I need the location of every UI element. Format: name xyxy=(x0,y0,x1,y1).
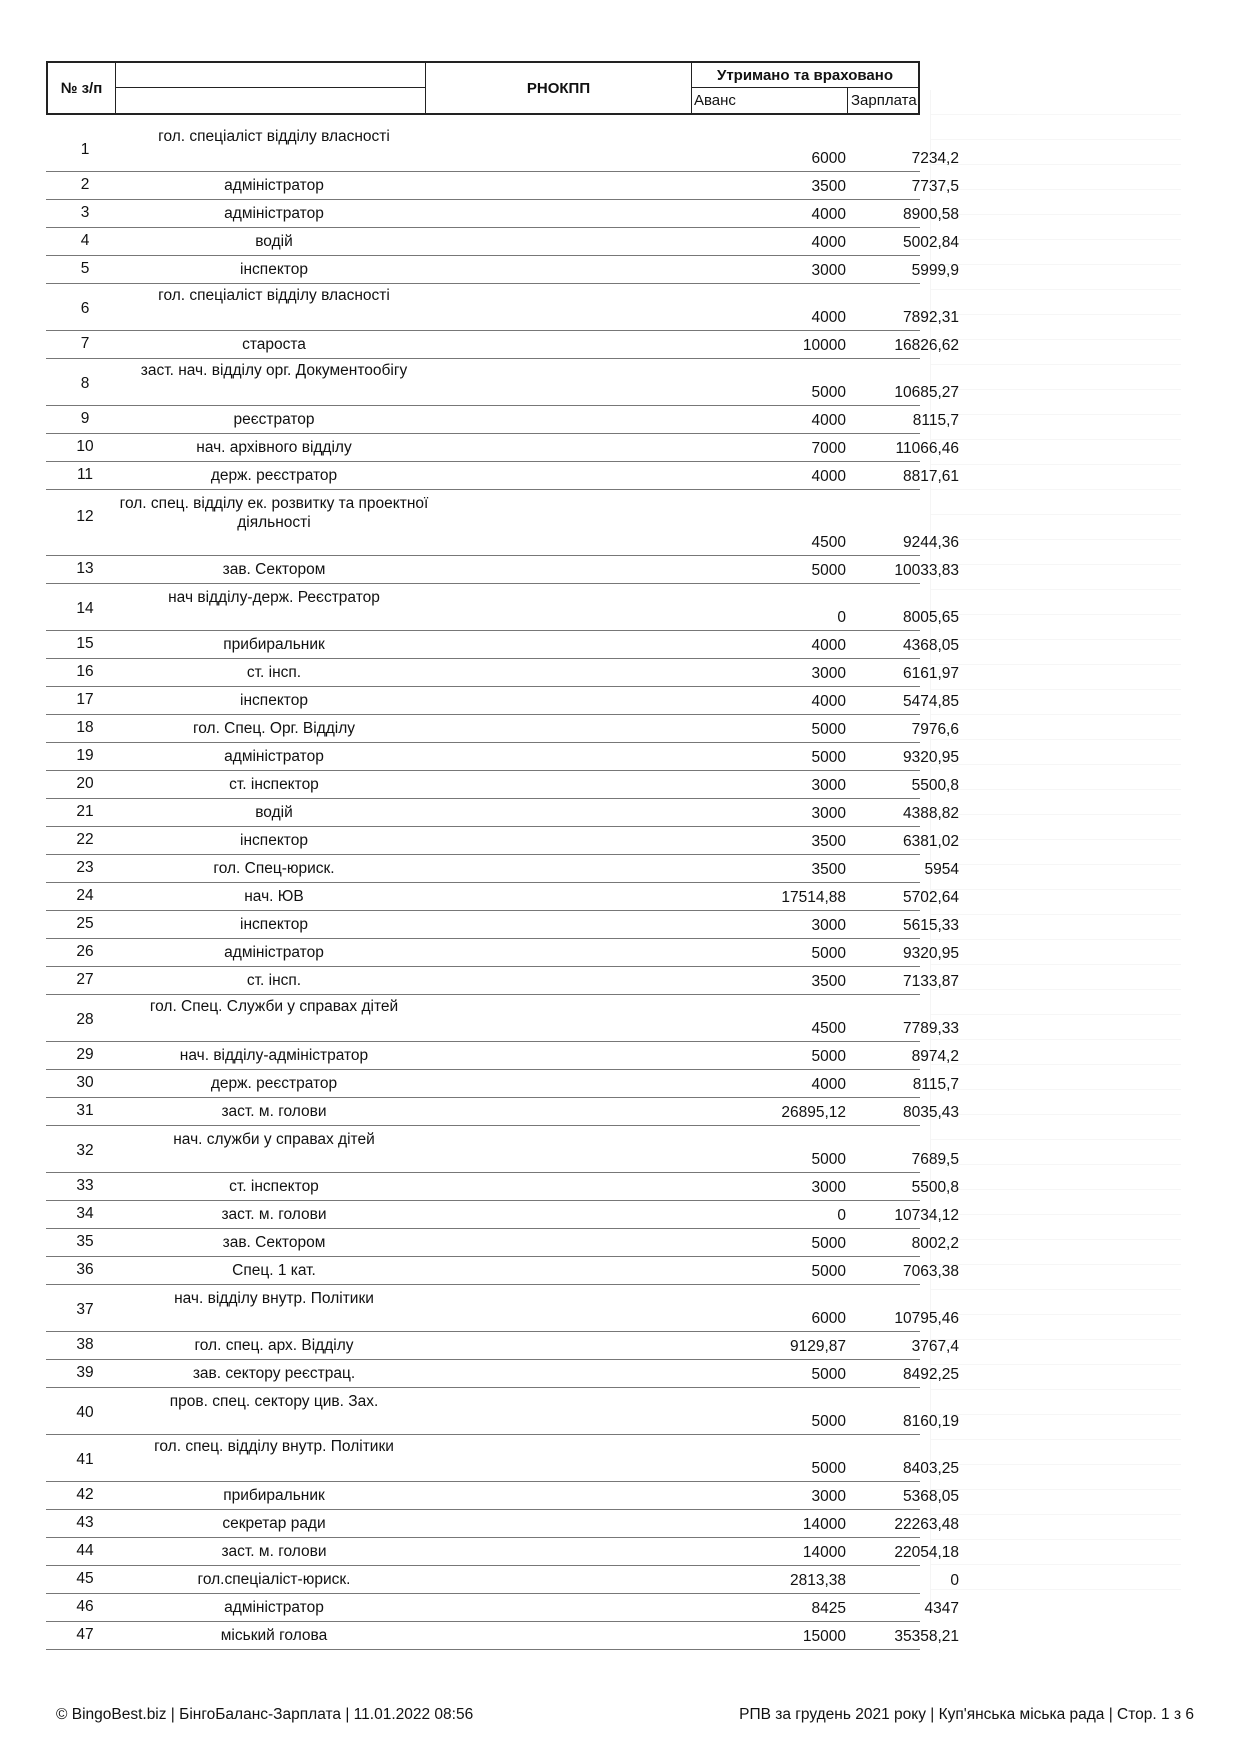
row-number: 21 xyxy=(76,803,94,820)
table-row xyxy=(46,1388,959,1435)
row-position: адміністратор xyxy=(224,748,324,765)
table-row xyxy=(46,434,959,462)
table-row xyxy=(46,855,959,883)
header-number: № з/п xyxy=(48,63,116,113)
row-avans: 5000 xyxy=(811,1263,846,1280)
row-zarplata: 8160,19 xyxy=(902,1413,959,1430)
row-number: 17 xyxy=(76,691,94,708)
table-row xyxy=(46,1482,959,1510)
table-row xyxy=(46,911,959,939)
row-zarplata: 4347 xyxy=(924,1600,959,1617)
row-avans: 14000 xyxy=(802,1516,846,1533)
row-position: гол. Спец. Служби у справах дітей xyxy=(149,998,399,1015)
row-zarplata: 22054,18 xyxy=(894,1544,959,1561)
table-row xyxy=(46,771,959,799)
row-zarplata: 10734,12 xyxy=(894,1207,959,1224)
row-number: 41 xyxy=(76,1451,94,1468)
row-zarplata: 8492,25 xyxy=(902,1366,959,1383)
row-position: ст. інсп. xyxy=(246,972,302,989)
row-zarplata: 6381,02 xyxy=(902,833,959,850)
row-avans: 2813,38 xyxy=(789,1572,846,1589)
table-row xyxy=(46,827,959,855)
row-number: 32 xyxy=(76,1142,94,1159)
row-zarplata: 5702,64 xyxy=(902,889,959,906)
table-row xyxy=(46,1201,959,1229)
row-zarplata: 3767,4 xyxy=(911,1338,959,1355)
row-position: заст. м. голови xyxy=(221,1543,327,1560)
footer-right: РПВ за грудень 2021 року | Куп'янська міська рада | Стор. 1 з 6 xyxy=(739,1706,1194,1723)
row-avans: 4000 xyxy=(811,637,846,654)
table-row xyxy=(46,172,959,200)
row-number: 15 xyxy=(76,635,94,652)
row-avans: 5000 xyxy=(811,1366,846,1383)
row-zarplata: 7234,2 xyxy=(911,150,959,167)
row-number: 27 xyxy=(76,971,94,988)
row-position: прибиральник xyxy=(223,1487,325,1504)
row-position: Спец. 1 кат. xyxy=(232,1262,316,1279)
row-zarplata: 5002,84 xyxy=(902,234,959,251)
row-number: 34 xyxy=(76,1205,94,1222)
row-number: 24 xyxy=(76,887,94,904)
row-position: ст. інспектор xyxy=(229,776,319,793)
table-row xyxy=(46,659,959,687)
row-avans: 5000 xyxy=(811,749,846,766)
row-zarplata: 10685,27 xyxy=(894,384,959,401)
row-number: 43 xyxy=(76,1514,94,1531)
table-row xyxy=(46,1042,959,1070)
row-number: 25 xyxy=(76,915,94,932)
row-number: 45 xyxy=(76,1570,94,1587)
row-zarplata: 8035,43 xyxy=(902,1104,959,1121)
row-zarplata: 11066,46 xyxy=(895,440,959,457)
row-avans: 15000 xyxy=(802,1628,846,1645)
row-position: водій xyxy=(255,804,293,821)
table-row xyxy=(46,331,959,359)
row-zarplata: 7063,38 xyxy=(902,1263,959,1280)
row-zarplata: 8900,58 xyxy=(902,206,959,223)
row-zarplata: 35358,21 xyxy=(894,1628,959,1645)
row-position: адміністратор xyxy=(224,205,324,222)
row-number: 12 xyxy=(76,508,94,525)
row-avans: 4000 xyxy=(811,468,846,485)
table-row xyxy=(46,1360,959,1388)
row-position: міський голова xyxy=(220,1627,328,1644)
row-zarplata: 9320,95 xyxy=(902,749,959,766)
row-zarplata: 5368,05 xyxy=(902,1488,959,1505)
row-zarplata: 4368,05 xyxy=(902,637,959,654)
row-number: 14 xyxy=(76,600,94,617)
table-row xyxy=(46,256,959,284)
row-avans: 9129,87 xyxy=(789,1338,846,1355)
row-position: ст. інспектор xyxy=(229,1178,319,1195)
row-avans: 4000 xyxy=(811,206,846,223)
row-avans: 4000 xyxy=(811,412,846,429)
row-avans: 4000 xyxy=(811,693,846,710)
row-position: адміністратор xyxy=(224,944,324,961)
table-row xyxy=(46,1098,959,1126)
row-zarplata: 8002,2 xyxy=(911,1235,959,1252)
row-avans: 6000 xyxy=(811,1310,846,1327)
row-position: держ. реєстратор xyxy=(210,467,338,484)
row-avans: 10000 xyxy=(802,337,846,354)
row-position: гол. спеціаліст відділу власності xyxy=(158,287,390,304)
row-avans: 3000 xyxy=(811,805,846,822)
table-row xyxy=(46,631,959,659)
row-number: 6 xyxy=(80,300,90,317)
row-zarplata: 8974,2 xyxy=(911,1048,959,1065)
table-row xyxy=(46,1566,959,1594)
row-position: нач. архівного відділу xyxy=(196,439,352,456)
row-avans: 14000 xyxy=(802,1544,846,1561)
row-number: 20 xyxy=(76,775,94,792)
row-avans: 5000 xyxy=(811,945,846,962)
row-number: 35 xyxy=(76,1233,94,1250)
row-number: 30 xyxy=(76,1074,94,1091)
row-number: 2 xyxy=(80,176,90,193)
row-avans: 7000 xyxy=(811,440,846,457)
row-number: 1 xyxy=(80,141,90,158)
row-number: 42 xyxy=(76,1486,94,1503)
row-zarplata: 16826,62 xyxy=(894,337,959,354)
row-zarplata: 10033,83 xyxy=(894,562,959,579)
row-number: 37 xyxy=(76,1301,94,1318)
table-row xyxy=(46,1332,959,1360)
row-number: 36 xyxy=(76,1261,94,1278)
row-zarplata: 5615,33 xyxy=(902,917,959,934)
row-position: пров. спец. сектору цив. Зах. xyxy=(169,1393,379,1410)
page-show-through xyxy=(930,90,1181,1610)
row-position: гол. спец. відділу внутр. Політики xyxy=(154,1438,394,1455)
row-avans: 4000 xyxy=(811,234,846,251)
table-row xyxy=(46,1257,959,1285)
row-zarplata: 4388,82 xyxy=(902,805,959,822)
row-number: 18 xyxy=(76,719,94,736)
row-position: інспектор xyxy=(240,261,308,278)
row-zarplata: 8115,7 xyxy=(912,1076,959,1093)
row-position: заст. м. голови xyxy=(221,1103,327,1120)
row-number: 4 xyxy=(80,232,90,249)
row-zarplata: 7133,87 xyxy=(902,973,959,990)
row-position: гол. спец. арх. Відділу xyxy=(194,1337,354,1354)
row-number: 9 xyxy=(80,410,90,427)
row-zarplata: 8115,7 xyxy=(912,412,959,429)
row-number: 7 xyxy=(80,335,90,352)
table-row xyxy=(46,1126,959,1173)
row-zarplata: 5999,9 xyxy=(911,262,959,279)
row-position: нач відділу-держ. Реєстратор xyxy=(168,589,380,606)
row-zarplata: 7689,5 xyxy=(911,1151,959,1168)
row-avans: 5000 xyxy=(811,1460,846,1477)
row-avans: 3000 xyxy=(811,1179,846,1196)
row-position: зав. сектору реєстрац. xyxy=(192,1365,356,1382)
row-avans: 5000 xyxy=(811,1048,846,1065)
row-zarplata: 9320,95 xyxy=(902,945,959,962)
table-row xyxy=(46,715,959,743)
row-position: держ. реєстратор xyxy=(210,1075,338,1092)
row-zarplata: 5474,85 xyxy=(902,693,959,710)
header-avans: Аванс xyxy=(692,88,848,113)
row-number: 16 xyxy=(76,663,94,680)
table-row xyxy=(46,1510,959,1538)
row-zarplata: 7789,33 xyxy=(902,1020,959,1037)
row-avans: 0 xyxy=(837,1207,846,1224)
row-number: 44 xyxy=(76,1542,94,1559)
header-withheld-group: Утримано та враховано xyxy=(692,63,918,88)
row-avans: 26895,12 xyxy=(781,1104,846,1121)
footer-left: © BingoBest.biz | БінгоБаланс-Зарплата | 11.01.2022 08:56 xyxy=(56,1706,474,1723)
table-row xyxy=(46,967,959,995)
row-zarplata: 0 xyxy=(950,1572,959,1589)
row-avans: 5000 xyxy=(811,1413,846,1430)
row-position: нач. відділу-адміністратор xyxy=(179,1047,369,1064)
row-number: 8 xyxy=(80,375,90,392)
row-position: нач. ЮВ xyxy=(244,888,304,905)
row-number: 5 xyxy=(80,260,90,277)
row-avans: 5000 xyxy=(811,562,846,579)
row-number: 3 xyxy=(80,204,90,221)
row-avans: 0 xyxy=(837,609,846,626)
table-row xyxy=(46,284,959,331)
row-zarplata: 5954 xyxy=(924,861,959,878)
header-rnokpp: РНОКПП xyxy=(426,63,692,113)
row-avans: 4500 xyxy=(811,534,846,551)
row-position: нач. служби у справах дітей xyxy=(173,1131,375,1148)
table-row xyxy=(46,125,959,172)
table-row xyxy=(46,939,959,967)
row-number: 11 xyxy=(76,466,94,483)
row-position: заст. нач. відділу орг. Документообігу xyxy=(140,362,408,379)
row-position: адміністратор xyxy=(224,1599,324,1616)
row-avans: 3500 xyxy=(811,861,846,878)
row-position: заст. м. голови xyxy=(221,1206,327,1223)
row-avans: 3500 xyxy=(811,833,846,850)
table-row xyxy=(46,1173,959,1201)
row-position: гол. Спец-юриск. xyxy=(213,860,335,877)
row-avans: 17514,88 xyxy=(781,889,846,906)
row-position: гол. спеціаліст відділу власності xyxy=(158,128,390,145)
table-row xyxy=(46,1229,959,1257)
table-row xyxy=(46,406,959,434)
header-name-bottom xyxy=(116,88,426,113)
table-row xyxy=(46,1070,959,1098)
table-body xyxy=(46,125,959,1650)
row-avans: 4000 xyxy=(811,1076,846,1093)
row-zarplata: 7892,31 xyxy=(902,309,959,326)
row-avans: 5000 xyxy=(811,1235,846,1252)
row-position: інспектор xyxy=(240,692,308,709)
row-position: гол. Спец. Орг. Відділу xyxy=(192,720,356,737)
table-row xyxy=(46,1622,959,1650)
table-row xyxy=(46,359,959,406)
row-zarplata: 6161,97 xyxy=(902,665,959,682)
payroll-table xyxy=(46,61,959,1650)
row-number: 46 xyxy=(76,1598,94,1615)
row-number: 38 xyxy=(76,1336,94,1353)
row-zarplata: 5500,8 xyxy=(911,777,959,794)
row-position: прибиральник xyxy=(223,636,325,653)
row-zarplata: 8817,61 xyxy=(902,468,959,485)
row-number: 29 xyxy=(76,1046,94,1063)
row-avans: 3000 xyxy=(811,777,846,794)
row-number: 10 xyxy=(76,438,94,455)
table-row xyxy=(46,584,959,631)
row-zarplata: 7737,5 xyxy=(911,178,959,195)
row-zarplata: 22263,48 xyxy=(894,1516,959,1533)
row-avans: 8425 xyxy=(811,1600,846,1617)
row-avans: 3000 xyxy=(811,917,846,934)
table-row xyxy=(46,462,959,490)
row-avans: 4500 xyxy=(811,1020,846,1037)
row-position: інспектор xyxy=(240,832,308,849)
row-number: 28 xyxy=(76,1011,94,1028)
table-row xyxy=(46,1538,959,1566)
row-zarplata: 10795,46 xyxy=(894,1310,959,1327)
row-zarplata: 5500,8 xyxy=(911,1179,959,1196)
row-position: зав. Сектором xyxy=(222,1234,326,1251)
row-avans: 3500 xyxy=(811,973,846,990)
row-number: 13 xyxy=(76,560,94,577)
row-position: нач. відділу внутр. Політики xyxy=(174,1290,374,1307)
table-row xyxy=(46,883,959,911)
row-avans: 3500 xyxy=(811,178,846,195)
table-row xyxy=(46,1594,959,1622)
row-avans: 6000 xyxy=(811,150,846,167)
row-position: зав. Сектором xyxy=(222,561,326,578)
table-row xyxy=(46,1285,959,1332)
table-row xyxy=(46,490,959,556)
table-row xyxy=(46,228,959,256)
header-name-top xyxy=(116,63,426,88)
row-position: реєстратор xyxy=(233,411,315,428)
table-row xyxy=(46,556,959,584)
row-position: гол.спеціаліст-юриск. xyxy=(197,1571,351,1588)
row-number: 22 xyxy=(76,831,94,848)
page-footer xyxy=(56,1706,1194,1724)
row-zarplata: 9244,36 xyxy=(902,534,959,551)
row-position: ст. інсп. xyxy=(246,664,302,681)
row-position: адміністратор xyxy=(224,177,324,194)
row-zarplata: 7976,6 xyxy=(911,721,959,738)
table-row xyxy=(46,1435,959,1482)
row-avans: 4000 xyxy=(811,309,846,326)
table-row xyxy=(46,799,959,827)
row-avans: 3000 xyxy=(811,1488,846,1505)
table-row xyxy=(46,200,959,228)
row-number: 23 xyxy=(76,859,94,876)
row-avans: 5000 xyxy=(811,721,846,738)
row-number: 40 xyxy=(76,1404,94,1421)
table-header xyxy=(46,61,920,115)
row-avans: 3000 xyxy=(811,262,846,279)
row-zarplata: 8005,65 xyxy=(902,609,959,626)
header-zarplata: Зарплата xyxy=(851,92,917,109)
row-number: 39 xyxy=(76,1364,94,1381)
row-zarplata: 8403,25 xyxy=(902,1460,959,1477)
row-number: 19 xyxy=(76,747,94,764)
row-position: староста xyxy=(242,336,306,353)
table-row xyxy=(46,743,959,771)
row-position: водій xyxy=(255,233,293,250)
row-avans: 5000 xyxy=(811,384,846,401)
row-position: секретар ради xyxy=(222,1515,326,1532)
row-number: 31 xyxy=(76,1102,94,1119)
row-number: 26 xyxy=(76,943,94,960)
row-position: інспектор xyxy=(240,916,308,933)
row-number: 33 xyxy=(76,1177,94,1194)
row-number: 47 xyxy=(76,1626,94,1643)
table-row xyxy=(46,687,959,715)
table-row xyxy=(46,995,959,1042)
row-position: гол. спец. відділу ек. розвитку та проектної діяльності xyxy=(119,495,429,531)
row-avans: 3000 xyxy=(811,665,846,682)
row-avans: 5000 xyxy=(811,1151,846,1168)
